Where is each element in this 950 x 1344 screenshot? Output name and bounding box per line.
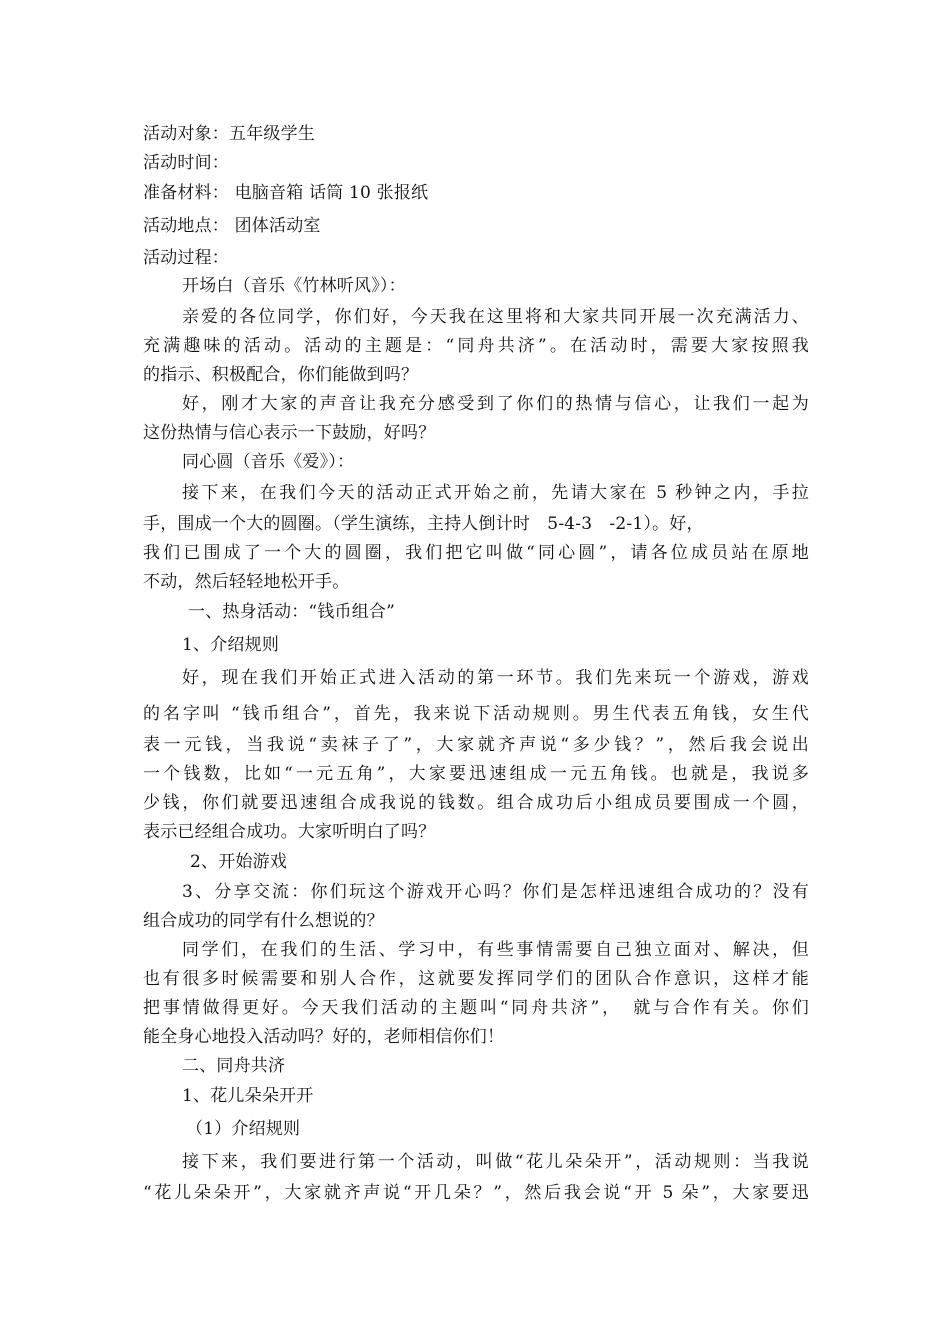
paragraph-line: 好，刚才大家的声音让我充分感受到了你们的热情与信心，让我们一起为 bbox=[182, 394, 809, 414]
circle-heading: 同心圆（音乐《爱》）： bbox=[182, 452, 355, 472]
activity-time-line: 活动时间： bbox=[143, 153, 229, 173]
subheading-flowers: 1、花儿朵朵开开 bbox=[182, 1086, 314, 1106]
paragraph-line: 接下来，在我们今天的活动正式开始之前，先请大家在 5 秒钟之内，手拉 bbox=[182, 483, 809, 503]
paragraph-line: 的名字叫 “钱币组合”，首先，我来说下活动规则。男生代表五角钱，女生代 bbox=[143, 704, 809, 724]
opening-heading: 开场白（音乐《竹林听风》）： bbox=[182, 276, 406, 296]
paragraph-line: 少钱，你们就要迅速组合成我说的钱数。组合成功后小组成员要围成一个圆， bbox=[143, 793, 809, 813]
paragraph-line: 的指示、积极配合，你们能做到吗？ bbox=[143, 365, 419, 385]
paragraph-line: “花儿朵朵开”，大家就齐声说“开几朵？”，然后我会说“开 5 朵”，大家要迅 bbox=[143, 1183, 809, 1203]
section-heading-together: 二、同舟共济 bbox=[182, 1056, 286, 1076]
paragraph-line: 这份热情与信心表示一下鼓励，好吗？ bbox=[143, 423, 436, 443]
paragraph-line: 不动，然后轻轻地松开手。 bbox=[143, 572, 350, 592]
paragraph-line: 充满趣味的活动。活动的主题是：“同舟共济”。在活动时，需要大家按照我 bbox=[143, 336, 809, 356]
process-heading: 活动过程： bbox=[143, 248, 229, 268]
paragraph-line: 表一元钱，当我说“卖袜子了”，大家就齐声说“多少钱？”，然后我会说出 bbox=[143, 735, 809, 755]
activity-target-line: 活动对象：五年级学生 bbox=[143, 124, 315, 144]
paragraph-line: 接下来，我们要进行第一个活动，叫做“花儿朵朵开”，活动规则：当我说 bbox=[182, 1152, 809, 1172]
subheading-rules-2: （1）介绍规则 bbox=[186, 1119, 301, 1139]
paragraph-line: 也有很多时候需要和别人合作，这就要发挥同学们的团队合作意识，这样才能 bbox=[143, 969, 809, 989]
location-line: 活动地点： 团体活动室 bbox=[143, 216, 321, 236]
paragraph-line: 同学们，在我们的生活、学习中，有些事情需要自己独立面对、解决，但 bbox=[182, 940, 809, 960]
paragraph-line: 3、分享交流：你们玩这个游戏开心吗？你们是怎样迅速组合成功的？没有 bbox=[182, 882, 809, 902]
paragraph-line: 好，现在我们开始正式进入活动的第一环节。我们先来玩一个游戏，游戏 bbox=[182, 668, 809, 688]
paragraph-line: 表示已经组合成功。大家听明白了吗？ bbox=[143, 822, 436, 842]
paragraph-line: 把事情做得更好。今天我们活动的主题叫“同舟共济”， 就与合作有关。你们 bbox=[143, 998, 809, 1018]
paragraph-line: 亲爱的各位同学，你们好，今天我在这里将和大家共同开展一次充满活力、 bbox=[182, 307, 809, 327]
paragraph-line: 组合成功的同学有什么想说的？ bbox=[143, 911, 384, 931]
section-heading-warmup: 一、热身活动：“钱币组合” bbox=[188, 602, 395, 622]
paragraph-line: 手，围成一个大的圆圈。（学生演练，主持人倒计时 5-4-3 -2-1）。好， bbox=[143, 514, 704, 534]
subheading-start-game: 2、开始游戏 bbox=[190, 852, 288, 872]
paragraph-line: 能全身心地投入活动吗？好的，老师相信你们！ bbox=[143, 1027, 505, 1047]
paragraph-line: 我们已围成了一个大的圆圈，我们把它叫做“同心圆”，请各位成员站在原地 bbox=[143, 543, 809, 563]
paragraph-line: 一个钱数，比如“一元五角”，大家要迅速组成一元五角钱。也就是，我说多 bbox=[143, 764, 809, 784]
subheading-rules: 1、介绍规则 bbox=[182, 635, 280, 655]
materials-line: 准备材料： 电脑音箱 话筒 10 张报纸 bbox=[143, 183, 429, 203]
